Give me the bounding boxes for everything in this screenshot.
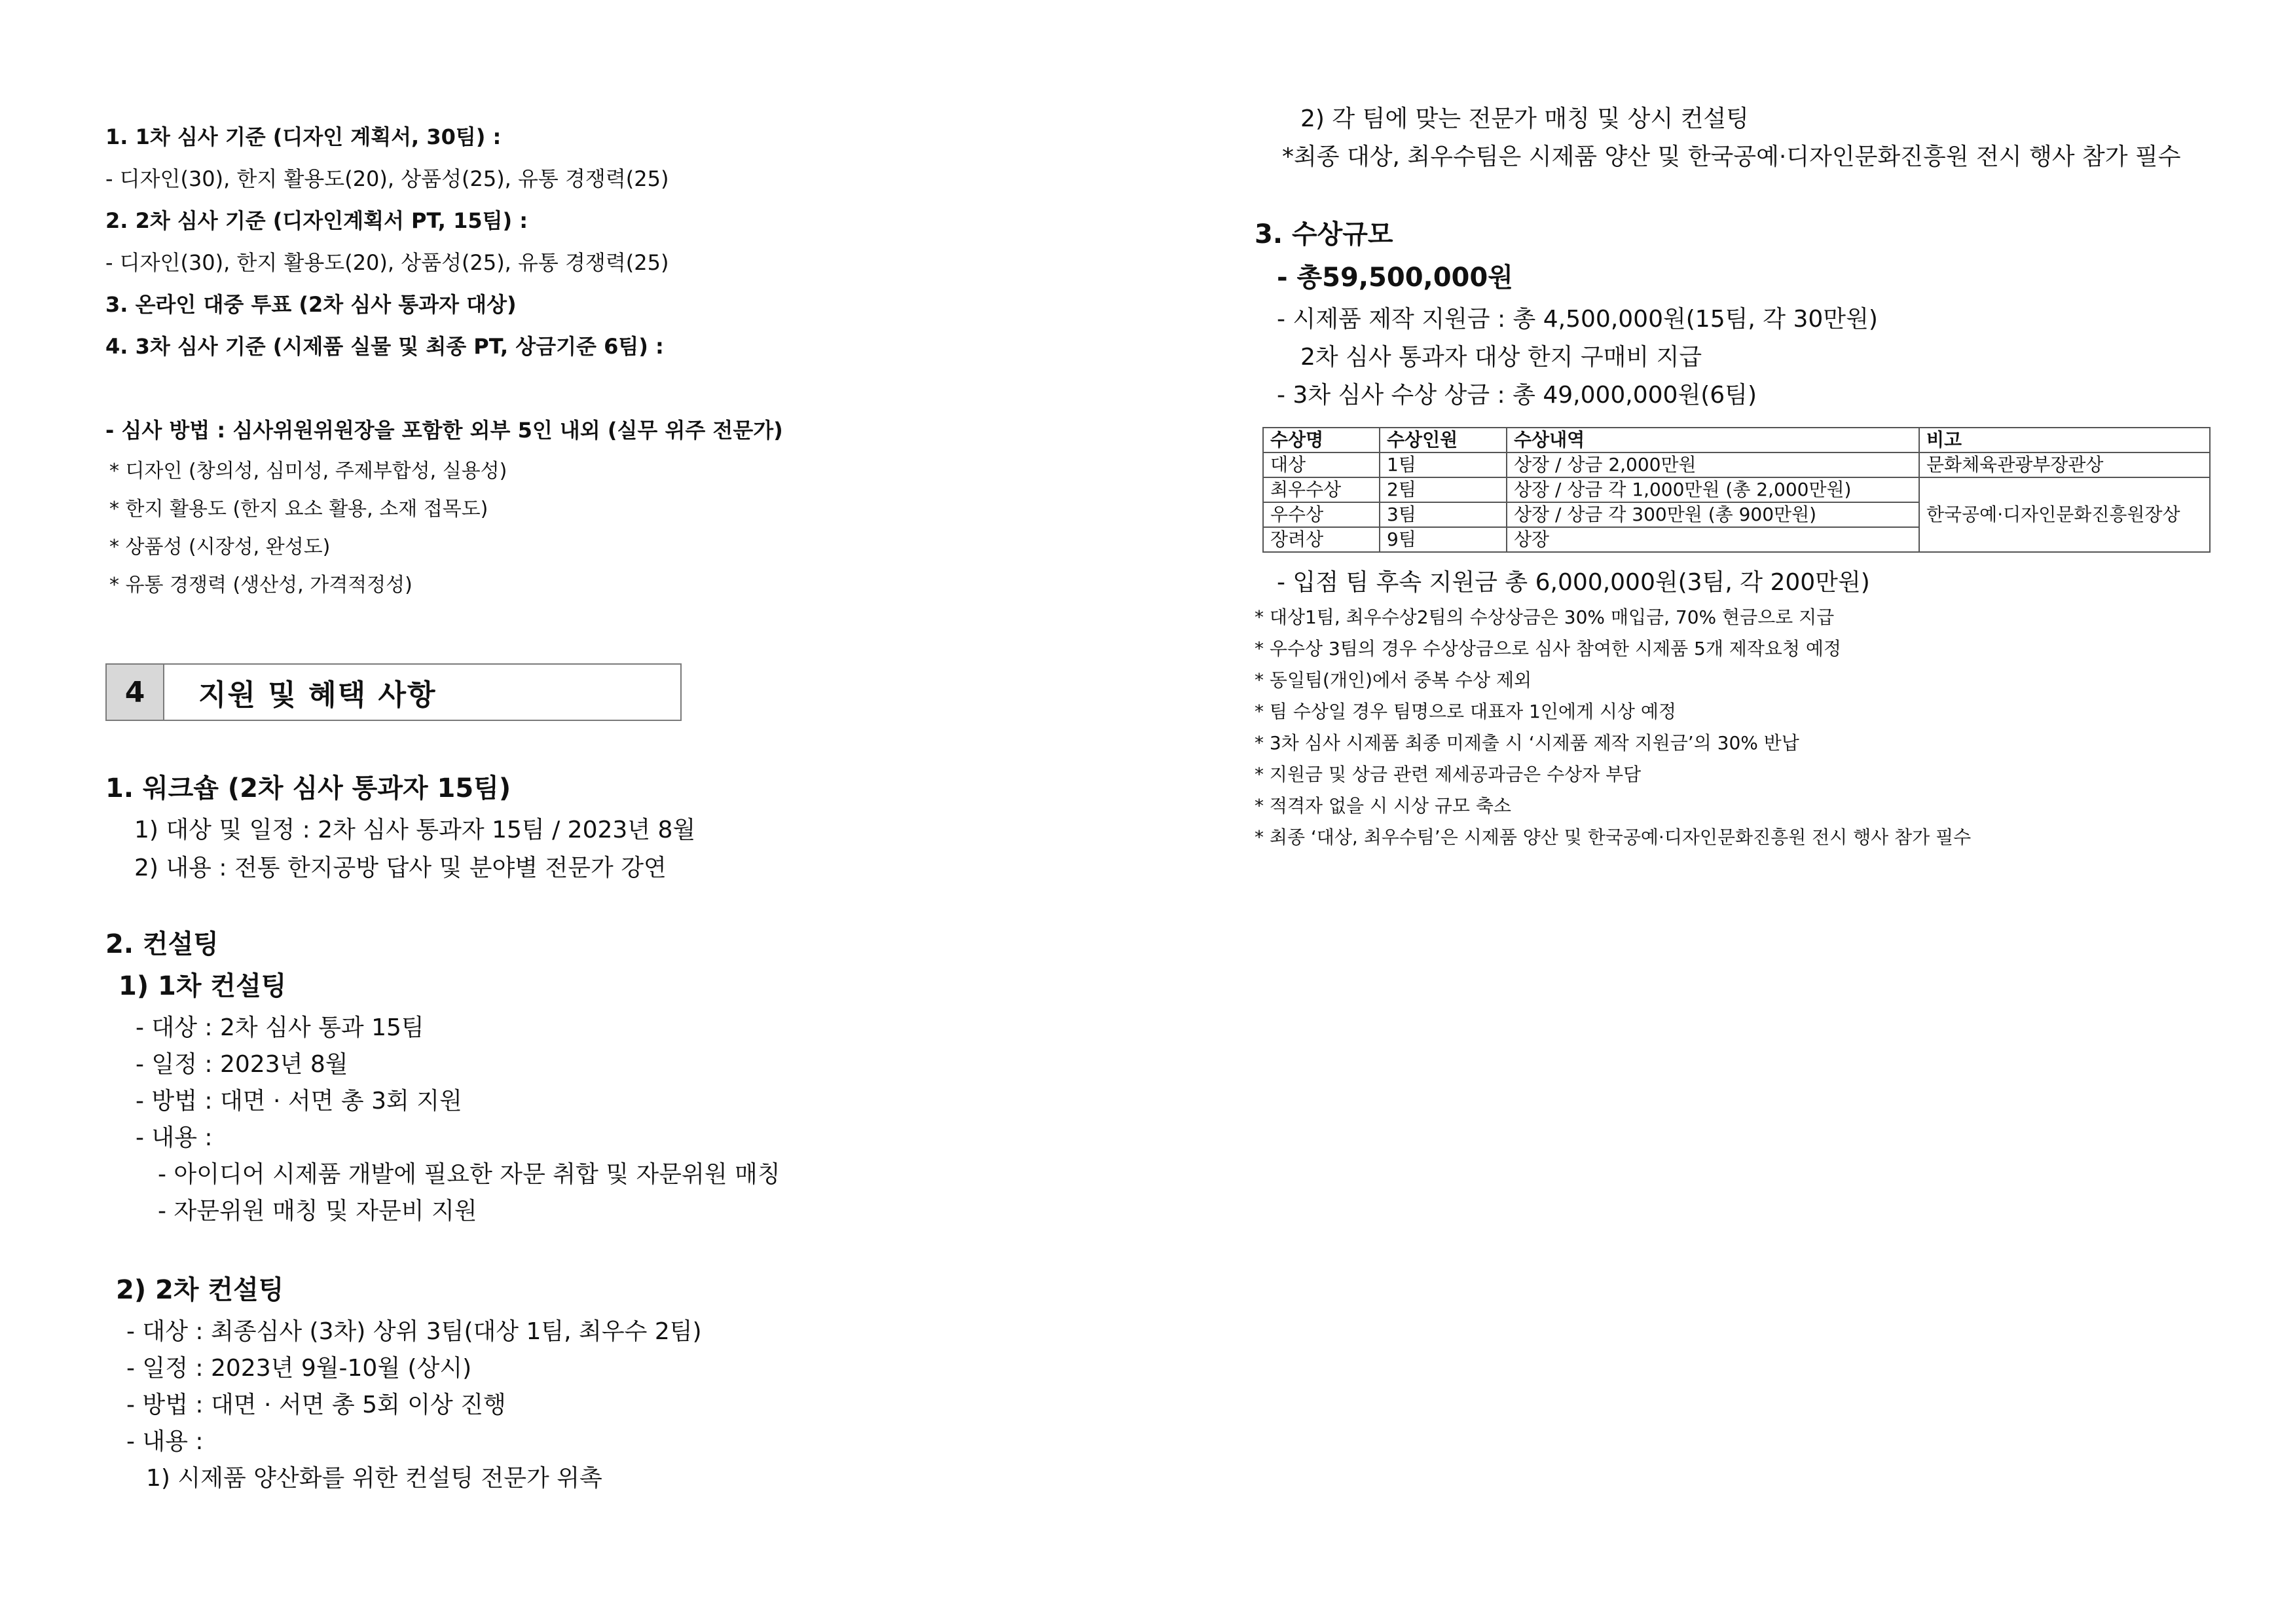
method-item-hanji: * 한지 활용도 (한지 요소 활용, 소재 접목도) bbox=[109, 498, 488, 521]
award-table bbox=[1262, 427, 2211, 553]
consulting-second-content: - 내용 : bbox=[126, 1428, 204, 1455]
workshop-line-2: 2) 내용 : 전통 한지공방 답사 및 분야별 전문가 강연 bbox=[134, 855, 667, 881]
method-item-distribution: * 유통 경쟁력 (생산성, 가격적정성) bbox=[109, 574, 413, 597]
prize-heading: 3. 수상규모 bbox=[1255, 219, 1393, 249]
table-header-cell: 수상내역 bbox=[1507, 428, 1919, 452]
table-cell: 9팀 bbox=[1380, 527, 1507, 552]
after-table-line: - 입점 팀 후속 지원금 총 6,000,000원(3팀, 각 200만원) bbox=[1277, 569, 1870, 596]
table-cell: 3팀 bbox=[1380, 502, 1507, 527]
table-cell: 우수상 bbox=[1263, 502, 1380, 527]
prize-line-1: - 시제품 제작 지원금 : 총 4,500,000원(15팀, 각 30만원) bbox=[1277, 306, 1878, 333]
criteria-2-heading: 2. 2차 심사 기준 (디자인계획서 PT, 15팀) : bbox=[105, 208, 528, 233]
consulting-first-sub-2: - 자문위원 매칭 및 자문비 지원 bbox=[158, 1198, 477, 1225]
table-cell: 문화체육관광부장관상 bbox=[1919, 452, 2210, 477]
note-8: * 최종 ‘대상, 최우수팀’은 시제품 양산 및 한국공예·디자인문화진흥원 전시 행사 참가 필수 bbox=[1255, 826, 1972, 848]
consulting-first-sub-1: - 아이디어 시제품 개발에 필요한 자문 취합 및 자문위원 매칭 bbox=[158, 1161, 780, 1188]
method-item-product: * 상품성 (시장성, 완성도) bbox=[109, 536, 331, 559]
consulting-first-method: - 방법 : 대면 · 서면 총 3회 지원 bbox=[136, 1088, 462, 1115]
prize-line-2: 2차 심사 통과자 대상 한지 구매비 지급 bbox=[1300, 344, 1702, 371]
prize-total: - 총59,500,000원 bbox=[1277, 263, 1513, 293]
workshop-line-1: 1) 대상 및 일정 : 2차 심사 통과자 15팀 / 2023년 8월 bbox=[134, 817, 696, 843]
consulting-second-method: - 방법 : 대면 · 서면 총 5회 이상 진행 bbox=[126, 1392, 506, 1418]
method-item-design: * 디자인 (창의성, 심미성, 주제부합성, 실용성) bbox=[109, 460, 507, 483]
table-cell: 장려상 bbox=[1263, 527, 1380, 552]
section-4-title: 지원 및 혜택 사항 bbox=[198, 678, 437, 712]
consulting-second-heading: 2) 2차 컨설팅 bbox=[116, 1275, 284, 1305]
note-6: * 지원금 및 상금 관련 제세공과금은 수상자 부담 bbox=[1255, 764, 1642, 785]
table-row bbox=[1263, 452, 2210, 477]
table-cell: 상장 / 상금 2,000만원 bbox=[1507, 452, 1919, 477]
table-cell: 1팀 bbox=[1380, 452, 1507, 477]
table-cell: 상장 bbox=[1507, 527, 1919, 552]
note-3: * 동일팀(개인)에서 중복 수상 제외 bbox=[1255, 669, 1532, 691]
workshop-heading: 1. 워크숍 (2차 심사 통과자 15팀) bbox=[105, 773, 511, 803]
table-cell: 대상 bbox=[1263, 452, 1380, 477]
consulting-first-target: - 대상 : 2차 심사 통과 15팀 bbox=[136, 1014, 424, 1041]
table-cell: 상장 / 상금 각 1,000만원 (총 2,000만원) bbox=[1507, 477, 1919, 502]
consulting-first-schedule: - 일정 : 2023년 8월 bbox=[136, 1051, 348, 1078]
table-header-cell: 수상인원 bbox=[1380, 428, 1507, 452]
criteria-2-detail: - 디자인(30), 한지 활용도(20), 상품성(25), 유통 경쟁력(25) bbox=[105, 250, 669, 275]
table-row bbox=[1263, 477, 2210, 502]
right-top-line-1: 2) 각 팀에 맞는 전문가 매칭 및 상시 컨설팅 bbox=[1300, 105, 1749, 132]
note-7: * 적격자 없을 시 시상 규모 축소 bbox=[1255, 795, 1511, 817]
note-1: * 대상1팀, 최우수상2팀의 수상상금은 30% 매입금, 70% 현금으로 지급 bbox=[1255, 606, 1835, 628]
section-4-header bbox=[105, 663, 682, 721]
section-4-number: 4 bbox=[107, 665, 164, 720]
consulting-second-sub-1: 1) 시제품 양산화를 위한 컨설팅 전문가 위촉 bbox=[146, 1465, 602, 1492]
note-5: * 3차 심사 시제품 최종 미제출 시 ‘시제품 제작 지원금’의 30% 반납 bbox=[1255, 732, 1799, 754]
criteria-3-heading: 3. 온라인 대중 투표 (2차 심사 통과자 대상) bbox=[105, 292, 517, 317]
criteria-1-detail: - 디자인(30), 한지 활용도(20), 상품성(25), 유통 경쟁력(25) bbox=[105, 166, 669, 191]
consulting-second-target: - 대상 : 최종심사 (3차) 상위 3팀(대상 1팀, 최우수 2팀) bbox=[126, 1318, 702, 1345]
table-cell: 상장 / 상금 각 300만원 (총 900만원) bbox=[1507, 502, 1919, 527]
consulting-first-heading: 1) 1차 컨설팅 bbox=[119, 971, 287, 1001]
table-cell: 2팀 bbox=[1380, 477, 1507, 502]
judging-method: - 심사 방법 : 심사위원위원장을 포함한 외부 5인 내외 (실무 위주 전문가) bbox=[105, 418, 783, 443]
consulting-second-schedule: - 일정 : 2023년 9월-10월 (상시) bbox=[126, 1355, 472, 1382]
table-cell: 최우수상 bbox=[1263, 477, 1380, 502]
criteria-4-heading: 4. 3차 심사 기준 (시제품 실물 및 최종 PT, 상금기준 6팀) : bbox=[105, 334, 664, 359]
note-2: * 우수상 3팀의 경우 수상상금으로 심사 참여한 시제품 5개 제작요청 예정 bbox=[1255, 638, 1841, 659]
note-4: * 팀 수상일 경우 팀명으로 대표자 1인에게 시상 예정 bbox=[1255, 701, 1676, 722]
table-cell-merged: 한국공예·디자인문화진흥원장상 bbox=[1919, 477, 2210, 552]
table-header-cell: 수상명 bbox=[1263, 428, 1380, 452]
right-top-line-2: *최종 대상, 최우수팀은 시제품 양산 및 한국공예·디자인문화진흥원 전시 행사 참가 필수 bbox=[1282, 143, 2181, 170]
criteria-1-heading: 1. 1차 심사 기준 (디자인 계획서, 30팀) : bbox=[105, 124, 502, 149]
table-header-cell: 비고 bbox=[1919, 428, 2210, 452]
prize-line-3: - 3차 심사 수상 상금 : 총 49,000,000원(6팀) bbox=[1277, 382, 1757, 409]
consulting-first-content: - 내용 : bbox=[136, 1124, 213, 1151]
table-header-row bbox=[1263, 428, 2210, 452]
consulting-heading: 2. 컨설팅 bbox=[105, 929, 219, 959]
